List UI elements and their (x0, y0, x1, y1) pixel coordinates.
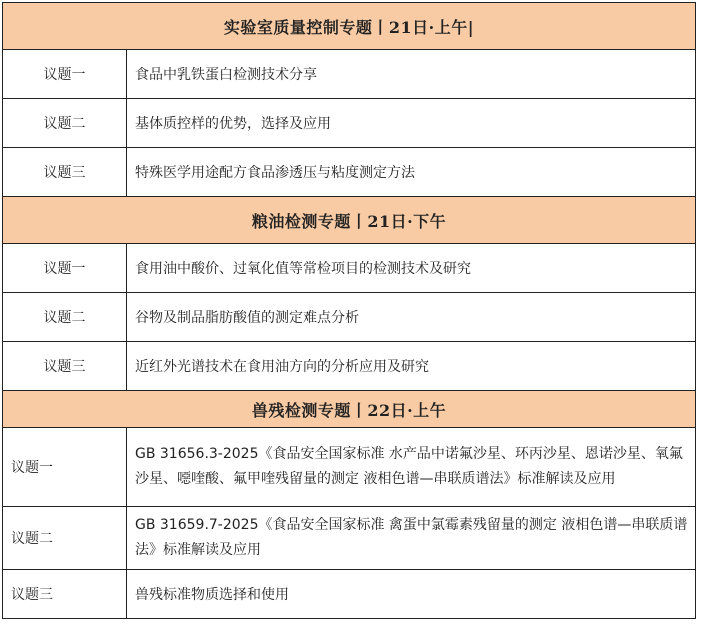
topic-label: 议题三 (3, 570, 127, 619)
topic-text: GB 31659.7-2025《食品安全国家标准 禽蛋中氯霉素残留量的测定 液相色谱—串联质谱法》标准解读及应用 (127, 507, 696, 570)
table-row (3, 148, 696, 197)
table-row (3, 507, 696, 570)
topic-text: 基体质控样的优势，选择及应用 (127, 99, 696, 148)
section-title: 兽残检测专题丨22日·上午 (3, 391, 696, 428)
topic-text: GB 31656.3-2025《食品安全国家标准 水产品中诺氟沙星、环丙沙星、恩诺沙星、氧氟沙星、噁喹酸、氟甲喹残留量的测定 液相色谱—串联质谱法》标准解读及应用 (127, 428, 696, 507)
table-row (3, 99, 696, 148)
topic-label: 议题二 (3, 99, 127, 148)
topic-text: 食品中乳铁蛋白检测技术分享 (127, 50, 696, 99)
topic-label: 议题二 (3, 293, 127, 342)
topic-label: 议题三 (3, 342, 127, 391)
topic-text: 食用油中酸价、过氧化值等常检项目的检测技术及研究 (127, 244, 696, 293)
topic-text: 特殊医学用途配方食品渗透压与粘度测定方法 (127, 148, 696, 197)
table-row (3, 293, 696, 342)
section-header-qc (3, 3, 696, 50)
agenda-table (2, 2, 696, 619)
section-header-vet-residue (3, 391, 696, 428)
section-title: 粮油检测专题丨21日·下午 (3, 197, 696, 244)
section-title: 实验室质量控制专题丨21日·上午| (3, 3, 696, 50)
table-row (3, 50, 696, 99)
topic-label: 议题一 (3, 50, 127, 99)
table-row (3, 342, 696, 391)
topic-label: 议题一 (3, 428, 127, 507)
topic-label: 议题二 (3, 507, 127, 570)
section-header-grain-oil (3, 197, 696, 244)
table-row (3, 244, 696, 293)
topic-text: 近红外光谱技术在食用油方向的分析应用及研究 (127, 342, 696, 391)
topic-label: 议题三 (3, 148, 127, 197)
topic-text: 兽残标准物质选择和使用 (127, 570, 696, 619)
topic-text: 谷物及制品脂肪酸值的测定难点分析 (127, 293, 696, 342)
topic-label: 议题一 (3, 244, 127, 293)
table-row (3, 570, 696, 619)
table-row (3, 428, 696, 507)
